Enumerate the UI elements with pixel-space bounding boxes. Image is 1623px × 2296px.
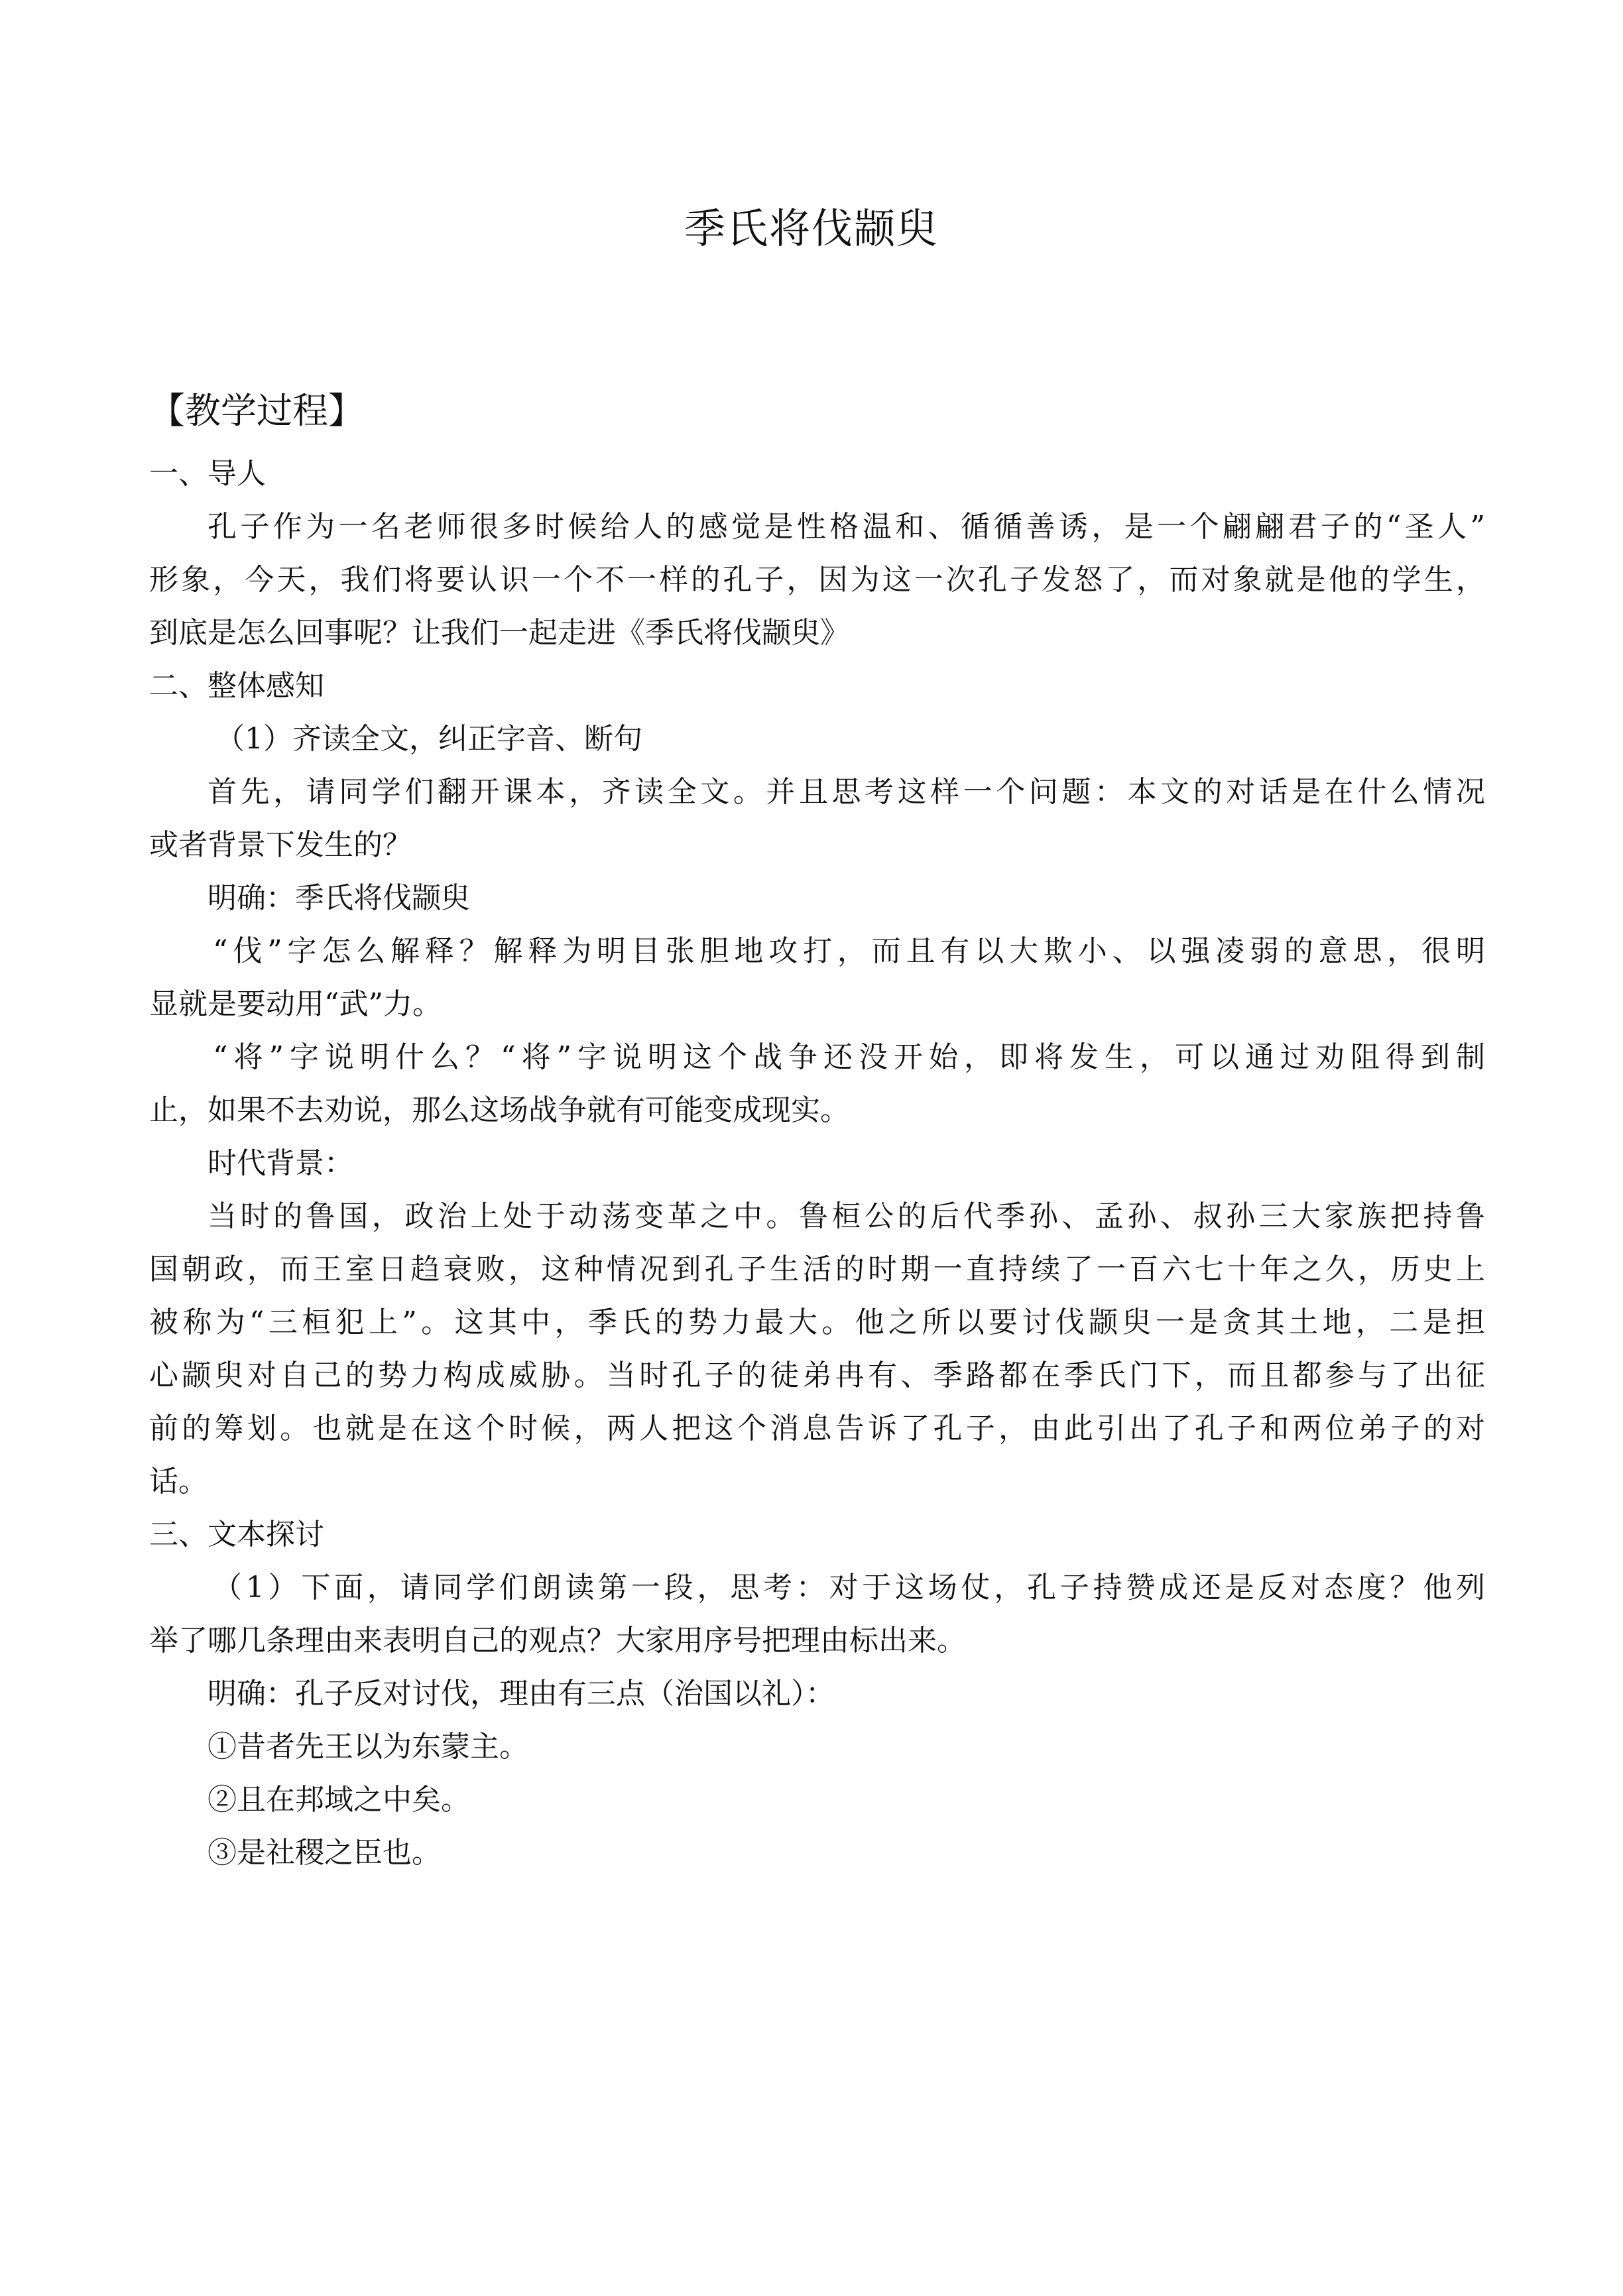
background-label: 时代背景： [208,1146,353,1180]
heading-text-discussion: 三、文本探讨 [149,1518,324,1551]
paragraph-line: 或者背景下发生的？ [149,828,412,862]
paragraph-line: 话。 [149,1465,208,1498]
paragraph-line: 孔子作为一名老师很多时候给人的感觉是性格温和、循循善诱，是一个翩翩君子的“圣人” [208,510,1485,544]
section-heading: 【教学过程】 [149,390,364,432]
paragraph-line: 到底是怎么回事呢？让我们一起走进《季氏将伐颛臾》 [149,616,849,650]
paragraph-line: 前的筹划。也就是在这个时候，两人把这个消息告诉了孔子，由此引出了孔子和两位弟子的对 [149,1412,1485,1445]
answer-line: 明确：孔子反对讨伐，理由有三点（治国以礼）： [208,1677,835,1711]
page-title: 季氏将伐颛臾 [684,204,939,253]
reason-item: ②且在邦域之中矣。 [208,1783,470,1817]
paragraph-line: 当时的鲁国，政治上处于动荡变革之中。鲁桓公的后代季孙、孟孙、叔孙三大家族把持鲁 [208,1199,1485,1233]
paragraph-line: （1）下面，请同学们朗读第一段，思考：对于这场仗，孔子持赞成还是反对态度？他列 [213,1571,1485,1604]
answer-line: 明确：季氏将伐颛臾 [208,881,470,915]
reason-item: ①昔者先王以为东蒙主。 [208,1730,528,1764]
paragraph-line: 显就是要动用“武”力。 [149,987,442,1021]
paragraph-line: 国朝政，而王室日趋衰败，这种情况到孔子生活的时期一直持续了一百六七十年之久，历史上 [149,1252,1485,1286]
heading-overall-perception: 二、整体感知 [149,669,324,703]
step-item: （1）齐读全文，纠正字音、断句 [215,722,642,756]
paragraph-line: “将”字说明什么？“将”字说明这个战争还没开始，即将发生，可以通过劝阻得到制 [213,1040,1485,1074]
paragraph-line: 心颛臾对自己的势力构成威胁。当时孔子的徒弟冉有、季路都在季氏门下，而且都参与了出征 [149,1359,1485,1392]
paragraph-line: 形象，今天，我们将要认识一个不一样的孔子，因为这一次孔子发怒了，而对象就是他的学生， [149,563,1485,597]
paragraph-line: 首先，请同学们翻开课本，齐读全文。并且思考这样一个问题：本文的对话是在什么情况 [208,775,1485,809]
reason-item: ③是社稷之臣也。 [208,1836,441,1870]
paragraph-line: “伐”字怎么解释？解释为明目张胆地攻打，而且有以大欺小、以强凌弱的意思，很明 [213,934,1485,968]
document-body [149,448,1485,1880]
heading-intro: 一、导人 [149,457,266,491]
paragraph-line: 举了哪几条理由来表明自己的观点？大家用序号把理由标出来。 [149,1624,966,1658]
paragraph-line: 止，如果不去劝说，那么这场战争就有可能变成现实。 [149,1093,849,1127]
paragraph-line: 被称为“三桓犯上”。这其中，季氏的势力最大。他之所以要讨伐颛臾一是贪其土地，二是担 [149,1305,1485,1339]
